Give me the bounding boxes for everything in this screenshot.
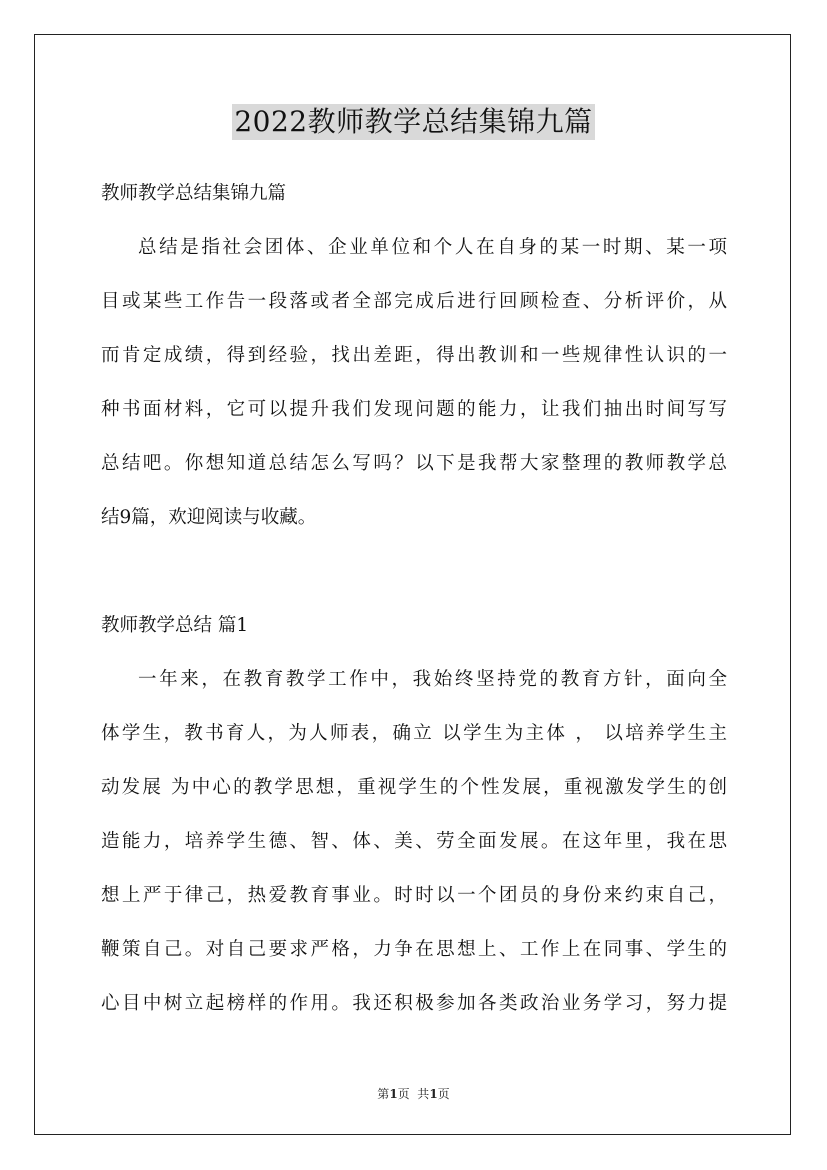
document-subtitle: 教师教学总结集锦九篇 [101,183,287,204]
section1-line: 心目中树立起榜样的作用。我还积极参加各类政治业务学习，努力提 [101,993,727,1014]
section1-line: 动发展 为中心的教学思想，重视学生的个性发展，重视激发学生的创 [101,777,727,798]
page-footer [0,1085,827,1102]
intro-line: 总结吧。你想知道总结怎么写吗？以下是我帮大家整理的教师教学总 [101,453,727,474]
intro-line: 种书面材料，它可以提升我们发现问题的能力，让我们抽出时间写写 [101,399,727,420]
section1-line: 一年来，在教育教学工作中，我始终坚持党的教育方针，面向全 [138,669,727,690]
section1-line: 造能力，培养学生德、智、体、美、劳全面发展。在这年里，我在思 [101,831,727,852]
page-prefix: 第 [377,1087,390,1101]
page-total: 1 [429,1087,438,1101]
section1-heading: 教师教学总结 篇1 [101,615,249,636]
section1-line: 想上严于律己，热爱教育事业。时时以一个团员的身份来约束自己， [101,885,727,906]
intro-line: 而肯定成绩，得到经验，找出差距，得出教训和一些规律性认识的一 [101,345,727,366]
intro-line: 总结是指社会团体、企业单位和个人在自身的某一时期、某一项 [138,237,727,258]
page-suffix: 页 [437,1087,450,1101]
section1-line: 鞭策自己。对自己要求严格，力争在思想上、工作上在同事、学生的 [101,939,727,960]
document-body [101,177,727,1041]
page-current: 1 [389,1087,398,1101]
intro-line: 目或某些工作告一段落或者全部完成后进行回顾检查、分析评价，从 [101,291,727,312]
section1-line: 体学生，教书育人，为人师表，确立 以学生为主体 ， 以培养学生主 [101,723,727,744]
title-wrap [0,104,827,140]
page-mid: 页 共 [397,1087,430,1101]
intro-line: 结9篇，欢迎阅读与收藏。 [101,507,317,528]
paragraph-gap [101,555,727,609]
document-title: 2022教师教学总结集锦九篇 [234,105,593,138]
